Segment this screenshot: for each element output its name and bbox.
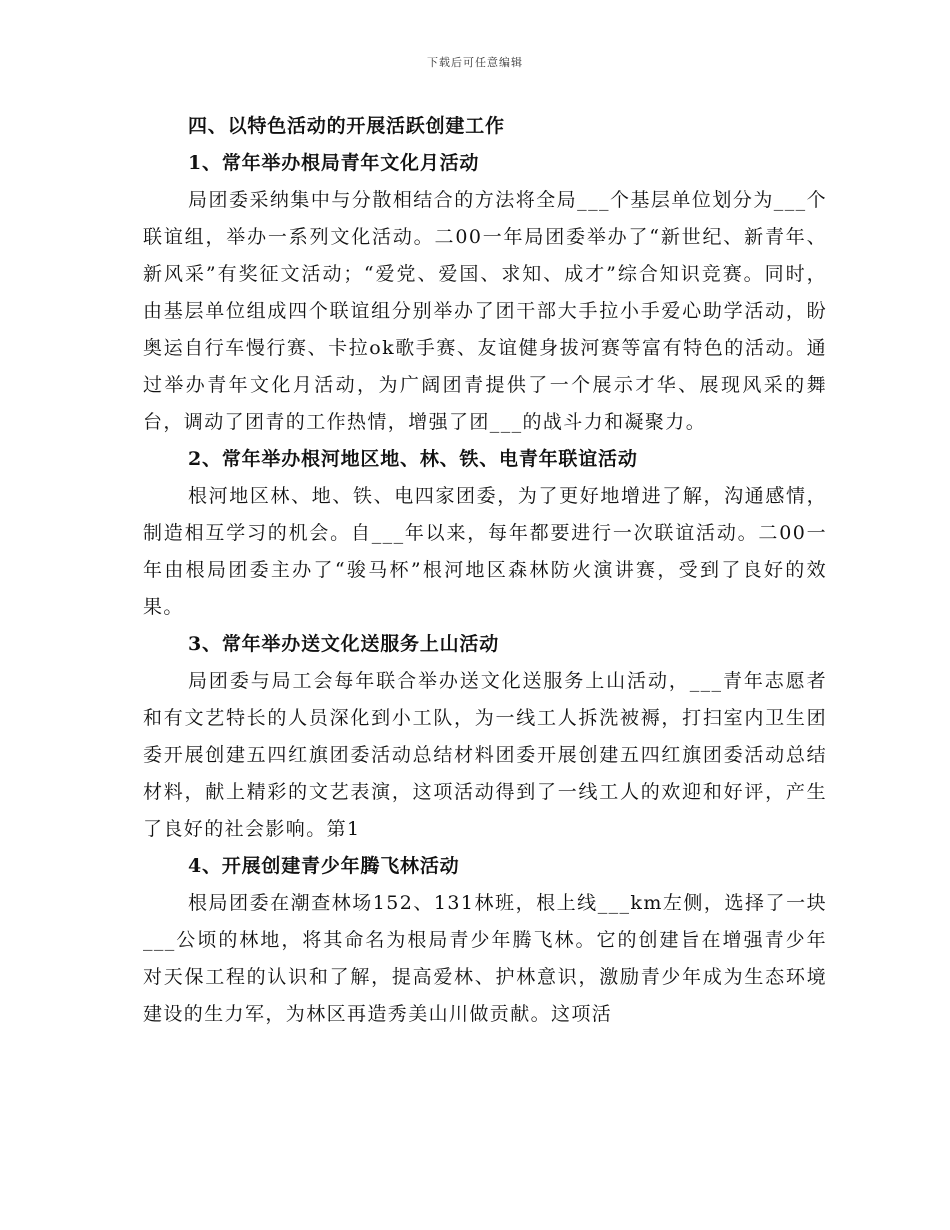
section-paragraph-4: 根局团委在潮查林场152、131林班，根上线___km左侧，选择了一块___公顷的林地，将其命名为根局青少年腾飞林。它的创建旨在增强青少年对天保工程的认识和了解，提高爱林、护林意识，激励青少年成为生态环境建设的生力军，为林区再造秀美山川做贡献。这项活	[143, 892, 827, 1025]
document-body	[143, 108, 827, 1033]
section-heading-2: 2、常年举办根河地区地、林、铁、电青年联谊活动	[188, 448, 638, 470]
section-paragraph-1: 局团委采纳集中与分散相结合的方法将全局___个基层单位划分为___个联谊组，举办一系列文化活动。二00一年局团委举办了“新世纪、新青年、新风采”有奖征文活动；“爱党、爱国、求知、成才”综合知识竞赛。同时，由基层单位组成四个联谊组分别举办了团干部大手拉小手爱心助学活动，盼奥运自行车慢行赛、卡拉ok歌手赛、友谊健身拔河赛等富有特色的活动。通过举办青年文化月活动，为广阔团青提供了一个展示才华、展现风采的舞台，调动了团青的工作热情，增强了团___的战斗力和凝聚力。	[143, 189, 827, 433]
page-header: 下载后可任意编辑	[427, 56, 523, 69]
section-heading-main: 四、以特色活动的开展活跃创建工作	[188, 115, 505, 137]
section-heading-3: 3、常年举办送文化送服务上山活动	[188, 633, 500, 655]
section-heading-4: 4、开展创建青少年腾飞林活动	[188, 855, 460, 877]
section-paragraph-2: 根河地区林、地、铁、电四家团委，为了更好地增进了解，沟通感情，制造相互学习的机会。自___年以来，每年都要进行一次联谊活动。二00一年由根局团委主办了“骏马杯”根河地区森林防火演讲赛，受到了良好的效果。	[143, 485, 827, 618]
section-heading-1: 1、常年举办根局青年文化月活动	[188, 152, 480, 174]
section-paragraph-3: 局团委与局工会每年联合举办送文化送服务上山活动，___青年志愿者和有文艺特长的人员深化到小工队，为一线工人拆洗被褥，打扫室内卫生团委开展创建五四红旗团委活动总结材料团委开展创建五四红旗团委活动总结材料，献上精彩的文艺表演，这项活动得到了一线工人的欢迎和好评，产生了良好的社会影响。第1	[143, 670, 827, 840]
